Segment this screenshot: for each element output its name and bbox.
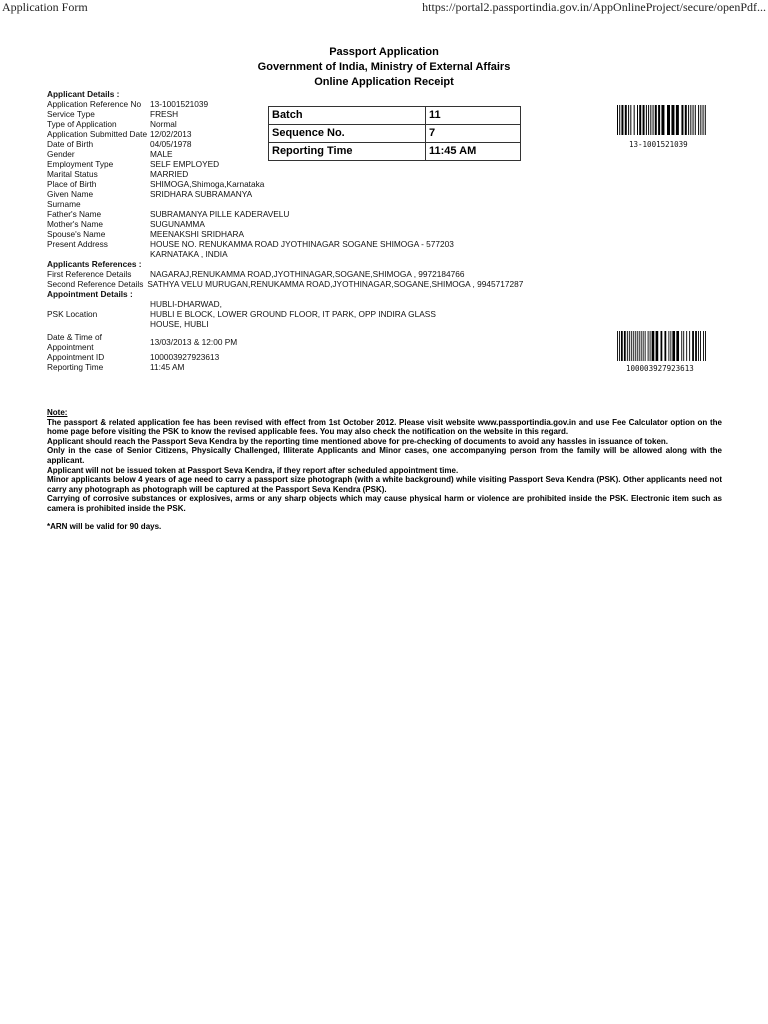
note-line: Minor applicants below 4 years of age need to carry a passport size photograph (with a white background) while visiting Passport Seva Kendra (PSK). Other applicants need not carry any photograph as photograph will be captured at the Passport Seva Kendra (PSK). [47, 475, 722, 494]
batch-table-label: Sequence No. [269, 125, 426, 143]
detail-value: SUGUNAMMA [150, 219, 205, 229]
arn-barcode [617, 105, 707, 135]
detail-label: Given Name [47, 189, 94, 199]
detail-value: SRIDHARA SUBRAMANYA [150, 189, 253, 199]
second-reference-value: SATHYA VELU MURUGAN,RENUKAMMA ROAD,JYOTHINAGAR,SOGANE,SHIMOGA , 9945717287 [147, 279, 524, 289]
psk-line-1-row [47, 299, 737, 309]
applicant-detail-row [47, 239, 737, 249]
detail-value: SUBRAMANYA PILLE KADERAVELU [150, 209, 290, 219]
batch-table-row [269, 125, 521, 143]
note-section [47, 408, 722, 531]
batch-table-value: 11 [426, 107, 521, 125]
applicant-detail-row [47, 249, 737, 259]
detail-value: 13-1001521039 [150, 99, 209, 109]
detail-value: MARRIED [150, 169, 189, 179]
detail-label: Type of Application [47, 119, 117, 129]
batch-table-value: 11:45 AM [426, 143, 521, 161]
second-reference-label: Second Reference Details [47, 279, 144, 289]
appointment-barcode-image [617, 331, 707, 361]
psk-location-line-3: HOUSE, HUBLI [150, 319, 209, 329]
detail-label: Date of Birth [47, 139, 94, 149]
title-line-1: Passport Application [329, 46, 439, 58]
first-reference-row [47, 269, 737, 279]
detail-label: Employment Type [47, 159, 114, 169]
applicant-detail-row [47, 219, 737, 229]
appointment-id-value: 100003927923613 [150, 352, 220, 362]
note-line: Applicant should reach the Passport Seva Kendra by the reporting time mentioned above for pre-checking of documents to avoid any hassles in issuance of token. [47, 436, 669, 446]
detail-label: Application Reference No [47, 99, 142, 109]
arn-validity-note: *ARN will be valid for 90 days. [47, 521, 162, 531]
appointment-id-label: Appointment ID [47, 352, 105, 362]
detail-value: KARNATAKA , INDIA [150, 249, 228, 259]
detail-value: SELF EMPLOYED [150, 159, 220, 169]
detail-value: MEENAKSHI SRIDHARA [150, 229, 245, 239]
applicant-detail-row [47, 199, 737, 209]
detail-value: Normal [150, 119, 177, 129]
note-list [47, 418, 722, 514]
first-reference-label: First Reference Details [47, 269, 132, 279]
detail-label: Service Type [47, 109, 95, 119]
detail-value: 04/05/1978 [150, 139, 192, 149]
applicant-detail-row [47, 189, 737, 199]
detail-label: Father's Name [47, 209, 102, 219]
batch-table-value: 7 [426, 125, 521, 143]
references-heading: Applicants References : [47, 259, 142, 269]
detail-label: Gender [47, 149, 75, 159]
appointment-barcode-text: 100003927923613 [626, 364, 694, 373]
title-line-3: Online Application Receipt [314, 76, 454, 88]
batch-table-label: Batch [269, 107, 426, 125]
detail-label: Spouse's Name [47, 229, 106, 239]
title-line-2: Government of India, Ministry of External Affairs [257, 61, 511, 73]
applicant-detail-row [47, 229, 737, 239]
appointment-datetime-label: Date & Time of Appointment [47, 332, 102, 352]
note-line: Carrying of corrosive substances or explosives, arms or any sharp objects which may cause physical harm or violence are prohibited inside the PSK. Electronic item such as camera is prohibited inside the PSK. [47, 494, 722, 513]
first-reference-value: NAGARAJ,RENUKAMMA ROAD,JYOTHINAGAR,SOGANE,SHIMOGA , 9972184766 [150, 269, 465, 279]
psk-line-3-row [47, 319, 737, 329]
note-title: Note: [47, 408, 68, 417]
detail-value: 12/02/2013 [150, 129, 192, 139]
page-title: Application Form [2, 0, 88, 14]
note-line: Applicant will not be issued token at Passport Seva Kendra, if they report after scheduled appointment time. [47, 465, 459, 475]
batch-table-row [269, 107, 521, 125]
note-line: Only in the case of Senior Citizens, Physically Challenged, Illiterate Applicants and Minor cases, one accompanying person from the family will be allowed along with the applicant. [47, 446, 722, 465]
applicant-detail-row [47, 179, 737, 189]
psk-location-line-1: HUBLI-DHARWAD, [150, 299, 222, 309]
reporting-time-label: Reporting Time [47, 362, 104, 372]
detail-label: Application Submitted Date [47, 129, 148, 139]
second-reference-row [47, 279, 737, 289]
batch-table [268, 106, 521, 161]
batch-table-label: Reporting Time [269, 143, 426, 161]
detail-label: Place of Birth [47, 179, 97, 189]
arn-barcode-text: 13-1001521039 [629, 140, 688, 149]
reporting-time-value: 11:45 AM [150, 362, 185, 372]
print-header [0, 0, 768, 14]
detail-label: Surname [47, 199, 81, 209]
detail-value [150, 199, 737, 209]
detail-value: MALE [150, 149, 173, 159]
applicant-detail-row [47, 209, 737, 219]
appointment-barcode [617, 331, 707, 361]
detail-label: Marital Status [47, 169, 98, 179]
psk-location-line-2: HUBLI E BLOCK, LOWER GROUND FLOOR, IT PARK, OPP INDIRA GLASS [150, 309, 436, 319]
psk-location-label: PSK Location [47, 309, 98, 319]
appointment-datetime-value: 13/03/2013 & 12:00 PM [150, 337, 238, 347]
detail-label [47, 249, 150, 259]
applicant-details-heading: Applicant Details : [47, 89, 120, 99]
psk-location-row [47, 309, 737, 319]
batch-table-row [269, 143, 521, 161]
applicant-detail-row [47, 169, 737, 179]
detail-value: SHIMOGA,Shimoga,Karnataka [150, 179, 265, 189]
detail-value: HOUSE NO. RENUKAMMA ROAD JYOTHINAGAR SOGANE SHIMOGA - 577203 [150, 239, 454, 249]
detail-label: Present Address [47, 239, 108, 249]
document-title [0, 45, 768, 90]
page-url[interactable]: https://portal2.passportindia.gov.in/AppOnlineProject/secure/openPdf... [422, 0, 766, 14]
note-line: The passport & related application fee has been revised with effect from 1st October 2012. Please visit website www.passportindia.gov.in and use Fee Calculator option on the home page before visiting the PSK to know the revised applicable fees. You may also check the notification on the website in this regard. [47, 417, 722, 437]
detail-label: Mother's Name [47, 219, 103, 229]
detail-value: FRESH [150, 109, 179, 119]
arn-barcode-image [617, 105, 707, 135]
appointment-heading: Appointment Details : [47, 289, 133, 299]
